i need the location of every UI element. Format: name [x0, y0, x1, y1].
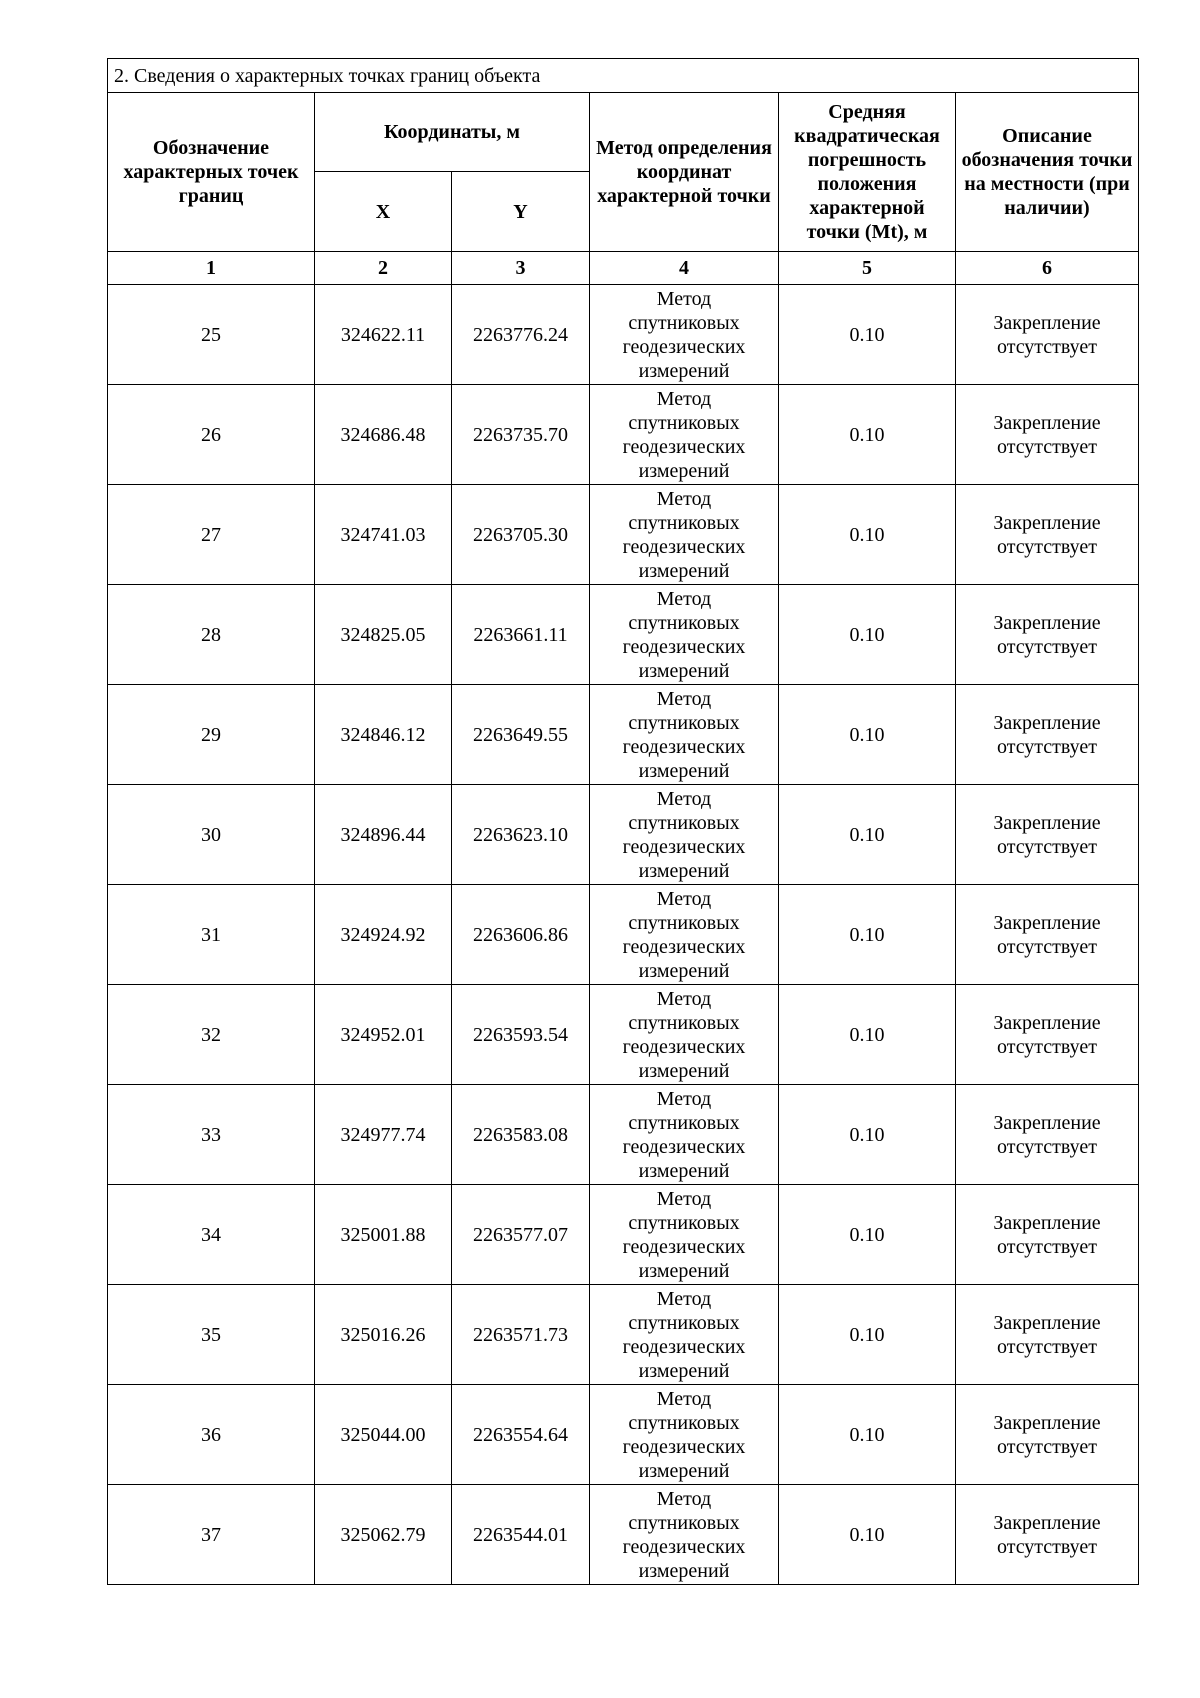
coordinate-x: 324741.03 [315, 485, 452, 585]
mean-square-error: 0.10 [779, 685, 956, 785]
header-x: X [315, 172, 452, 252]
method-line: геодезических [622, 535, 746, 558]
description-cell [956, 885, 1139, 985]
method-line: измерений [638, 659, 730, 682]
method-line: Метод [656, 387, 712, 410]
method-line: измерений [638, 859, 730, 882]
description-cell [956, 585, 1139, 685]
point-number: 28 [108, 585, 315, 685]
description-cell [956, 1185, 1139, 1285]
header-error: Средняя квадратическая погрешность положения характерной точки (Mt), м [779, 93, 956, 252]
method-line: спутниковых [628, 511, 740, 534]
mean-square-error: 0.10 [779, 1085, 956, 1185]
coordinate-x: 325001.88 [315, 1185, 452, 1285]
coordinate-y: 2263623.10 [452, 785, 590, 885]
table-row [108, 385, 1139, 485]
method-cell [590, 1285, 779, 1385]
coordinate-y: 2263649.55 [452, 685, 590, 785]
method-line: Метод [656, 787, 712, 810]
mean-square-error: 0.10 [779, 785, 956, 885]
points-table-body [108, 285, 1139, 1585]
description-line: отсутствует [996, 935, 1098, 958]
description-line: отсутствует [996, 735, 1098, 758]
table-row [108, 1285, 1139, 1385]
coordinate-y: 2263577.07 [452, 1185, 590, 1285]
description-cell [956, 685, 1139, 785]
mean-square-error: 0.10 [779, 485, 956, 585]
description-line: Закрепление [993, 511, 1101, 534]
method-cell [590, 885, 779, 985]
method-line: Метод [656, 287, 712, 310]
method-line: Метод [656, 587, 712, 610]
point-number: 37 [108, 1485, 315, 1585]
method-line: геодезических [622, 735, 746, 758]
method-line: спутниковых [628, 1511, 740, 1534]
coordinate-y: 2263705.30 [452, 485, 590, 585]
method-cell [590, 485, 779, 585]
column-number: 2 [315, 252, 452, 285]
method-line: измерений [638, 1059, 730, 1082]
coordinate-x: 324825.05 [315, 585, 452, 685]
table-row [108, 1485, 1139, 1585]
mean-square-error: 0.10 [779, 985, 956, 1085]
coordinate-y: 2263583.08 [452, 1085, 590, 1185]
method-line: Метод [656, 1187, 712, 1210]
header-method: Метод определения координат характерной точки [590, 93, 779, 252]
method-line: измерений [638, 759, 730, 782]
description-line: Закрепление [993, 1411, 1101, 1434]
method-line: спутниковых [628, 1111, 740, 1134]
method-line: геодезических [622, 1035, 746, 1058]
header-description: Описание обозначения точки на местности (при наличии) [956, 93, 1139, 252]
description-cell [956, 1085, 1139, 1185]
description-cell [956, 985, 1139, 1085]
method-line: геодезических [622, 435, 746, 458]
method-line: Метод [656, 687, 712, 710]
description-line: Закрепление [993, 1311, 1101, 1334]
table-row [108, 485, 1139, 585]
description-line: отсутствует [996, 1435, 1098, 1458]
point-number: 27 [108, 485, 315, 585]
point-number: 34 [108, 1185, 315, 1285]
method-cell [590, 685, 779, 785]
column-number: 3 [452, 252, 590, 285]
coordinate-y: 2263776.24 [452, 285, 590, 385]
coordinate-x: 324846.12 [315, 685, 452, 785]
method-line: Метод [656, 1487, 712, 1510]
description-line: Закрепление [993, 1211, 1101, 1234]
column-number: 4 [590, 252, 779, 285]
method-cell [590, 1485, 779, 1585]
point-number: 32 [108, 985, 315, 1085]
description-line: отсутствует [996, 435, 1098, 458]
table-row [108, 1185, 1139, 1285]
description-line: Закрепление [993, 1011, 1101, 1034]
header-y: Y [452, 172, 590, 252]
description-cell [956, 385, 1139, 485]
section-title: 2. Сведения о характерных точках границ объекта [108, 59, 1139, 93]
method-line: спутниковых [628, 811, 740, 834]
mean-square-error: 0.10 [779, 285, 956, 385]
description-line: Закрепление [993, 711, 1101, 734]
method-line: спутниковых [628, 611, 740, 634]
method-line: геодезических [622, 1435, 746, 1458]
method-line: измерений [638, 959, 730, 982]
method-line: спутниковых [628, 1211, 740, 1234]
point-number: 25 [108, 285, 315, 385]
coordinate-y: 2263554.64 [452, 1385, 590, 1485]
coordinate-x: 324924.92 [315, 885, 452, 985]
coordinate-x: 324896.44 [315, 785, 452, 885]
coordinate-y: 2263606.86 [452, 885, 590, 985]
column-number: 5 [779, 252, 956, 285]
point-number: 33 [108, 1085, 315, 1185]
mean-square-error: 0.10 [779, 1285, 956, 1385]
table-row [108, 285, 1139, 385]
method-line: измерений [638, 559, 730, 582]
coordinate-x: 324622.11 [315, 285, 452, 385]
coordinate-y: 2263571.73 [452, 1285, 590, 1385]
method-line: спутниковых [628, 311, 740, 334]
method-line: спутниковых [628, 1411, 740, 1434]
method-line: измерений [638, 1159, 730, 1182]
description-cell [956, 1285, 1139, 1385]
table-row [108, 1385, 1139, 1485]
description-line: отсутствует [996, 1135, 1098, 1158]
header-designation: Обозначение характерных точек границ [108, 93, 315, 252]
method-cell [590, 985, 779, 1085]
description-cell [956, 485, 1139, 585]
method-line: геодезических [622, 1335, 746, 1358]
method-line: геодезических [622, 1235, 746, 1258]
point-number: 26 [108, 385, 315, 485]
method-cell [590, 785, 779, 885]
point-number: 30 [108, 785, 315, 885]
description-line: отсутствует [996, 535, 1098, 558]
description-line: отсутствует [996, 335, 1098, 358]
method-cell [590, 285, 779, 385]
method-line: геодезических [622, 1135, 746, 1158]
method-line: Метод [656, 1387, 712, 1410]
description-line: отсутствует [996, 1235, 1098, 1258]
coordinate-x: 325044.00 [315, 1385, 452, 1485]
column-numbers-row [108, 252, 1139, 285]
mean-square-error: 0.10 [779, 1185, 956, 1285]
description-cell [956, 285, 1139, 385]
description-line: отсутствует [996, 635, 1098, 658]
description-line: Закрепление [993, 1511, 1101, 1534]
column-number: 6 [956, 252, 1139, 285]
description-line: Закрепление [993, 611, 1101, 634]
boundary-points-table [107, 58, 1139, 1585]
description-line: отсутствует [996, 1335, 1098, 1358]
point-number: 31 [108, 885, 315, 985]
coordinate-y: 2263593.54 [452, 985, 590, 1085]
method-line: Метод [656, 987, 712, 1010]
point-number: 36 [108, 1385, 315, 1485]
method-line: геодезических [622, 835, 746, 858]
description-line: Закрепление [993, 911, 1101, 934]
method-cell [590, 1085, 779, 1185]
mean-square-error: 0.10 [779, 385, 956, 485]
method-line: измерений [638, 1259, 730, 1282]
coordinate-x: 324686.48 [315, 385, 452, 485]
method-cell [590, 385, 779, 485]
method-line: Метод [656, 887, 712, 910]
method-line: Метод [656, 487, 712, 510]
method-line: Метод [656, 1287, 712, 1310]
description-line: Закрепление [993, 411, 1101, 434]
method-line: измерений [638, 1559, 730, 1582]
method-cell [590, 1185, 779, 1285]
coordinate-x: 325016.26 [315, 1285, 452, 1385]
method-line: спутниковых [628, 1311, 740, 1334]
method-line: спутниковых [628, 411, 740, 434]
mean-square-error: 0.10 [779, 1385, 956, 1485]
method-line: спутниковых [628, 1011, 740, 1034]
mean-square-error: 0.10 [779, 1485, 956, 1585]
method-line: геодезических [622, 1535, 746, 1558]
description-cell [956, 785, 1139, 885]
coordinate-y: 2263544.01 [452, 1485, 590, 1585]
table-row [108, 685, 1139, 785]
method-line: спутниковых [628, 711, 740, 734]
mean-square-error: 0.10 [779, 885, 956, 985]
point-number: 29 [108, 685, 315, 785]
description-cell [956, 1385, 1139, 1485]
table-row [108, 985, 1139, 1085]
column-number: 1 [108, 252, 315, 285]
method-line: геодезических [622, 935, 746, 958]
table-row [108, 885, 1139, 985]
method-line: геодезических [622, 335, 746, 358]
table-row [108, 585, 1139, 685]
description-line: отсутствует [996, 1535, 1098, 1558]
coordinate-x: 325062.79 [315, 1485, 452, 1585]
method-cell [590, 1385, 779, 1485]
method-line: Метод [656, 1087, 712, 1110]
method-line: измерений [638, 459, 730, 482]
header-coordinates: Координаты, м [315, 93, 590, 172]
table-row [108, 785, 1139, 885]
description-line: отсутствует [996, 835, 1098, 858]
method-line: спутниковых [628, 911, 740, 934]
point-number: 35 [108, 1285, 315, 1385]
description-line: Закрепление [993, 811, 1101, 834]
description-line: Закрепление [993, 311, 1101, 334]
method-line: измерений [638, 1359, 730, 1382]
method-cell [590, 585, 779, 685]
table-row [108, 1085, 1139, 1185]
coordinate-y: 2263661.11 [452, 585, 590, 685]
coordinate-x: 324952.01 [315, 985, 452, 1085]
coordinate-x: 324977.74 [315, 1085, 452, 1185]
method-line: измерений [638, 1459, 730, 1482]
description-line: Закрепление [993, 1111, 1101, 1134]
description-line: отсутствует [996, 1035, 1098, 1058]
description-cell [956, 1485, 1139, 1585]
method-line: измерений [638, 359, 730, 382]
method-line: геодезических [622, 635, 746, 658]
coordinate-y: 2263735.70 [452, 385, 590, 485]
mean-square-error: 0.10 [779, 585, 956, 685]
